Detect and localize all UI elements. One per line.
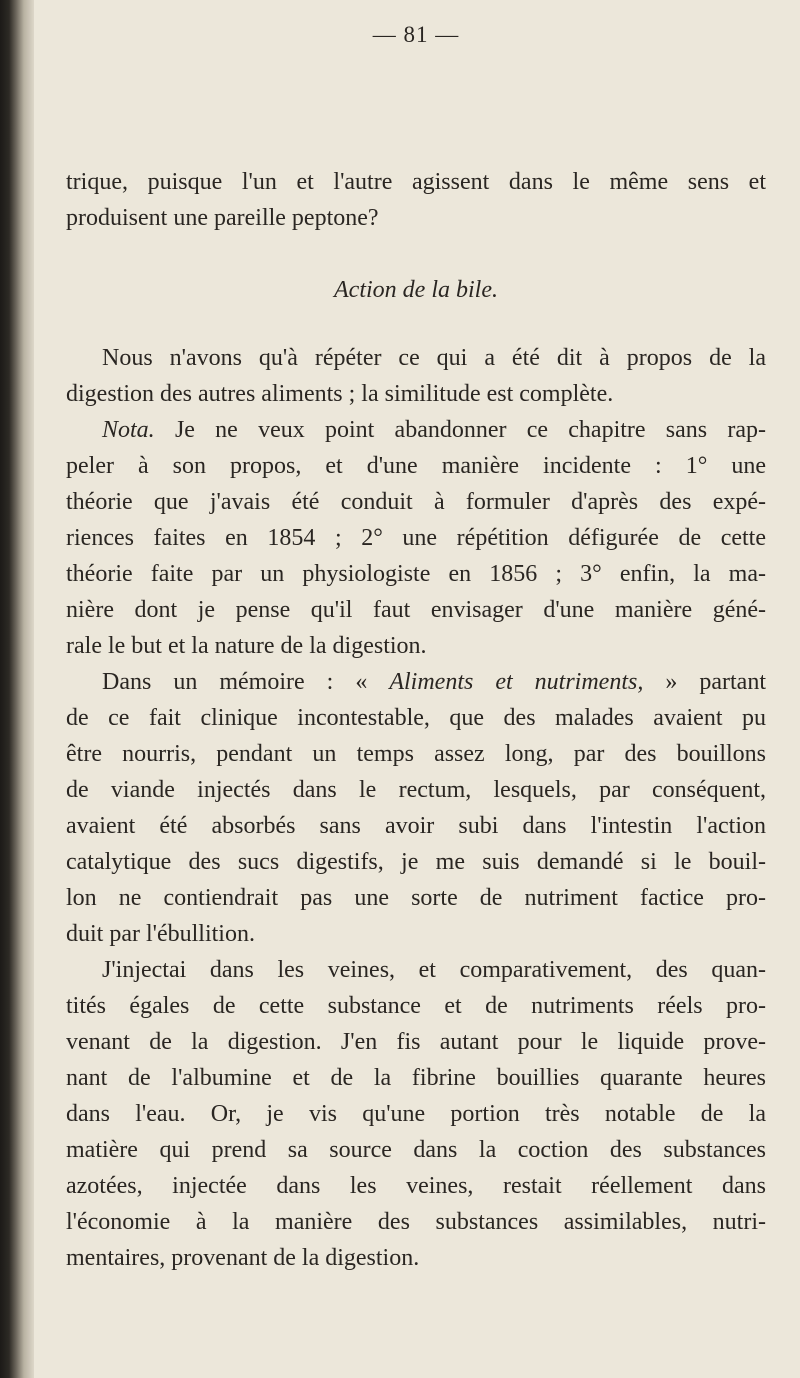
text-line: Nous n'avons qu'à répéter ce qui a été dit à propos de la [102, 345, 766, 371]
text-fragment: » partant [665, 669, 767, 695]
text-line: nière dont je pense qu'il faut envisager d'une manière géné- [66, 597, 766, 623]
memoire-title: Aliments et nutriments, [389, 669, 644, 695]
text-line: l'économie à la manière des substances assimilables, nutri- [66, 1209, 766, 1235]
text-line: matière qui prend sa source dans la coction des substances [66, 1137, 766, 1163]
text-line: digestion des autres aliments ; la similitude est complète. [66, 381, 614, 407]
text-line: de ce fait clinique incontestable, que des malades avaient pu [66, 705, 766, 731]
text-line: théorie faite par un physiologiste en 1856 ; 3° enfin, la ma- [66, 561, 766, 587]
text-line: nant de l'albumine et de la fibrine bouillies quarante heures [66, 1065, 766, 1091]
text-line: venant de la digestion. J'en fis autant pour le liquide prove- [66, 1029, 766, 1055]
text-line: produisent une pareille peptone? [66, 205, 379, 231]
memoire-paragraph-line [66, 664, 766, 700]
book-page [66, 0, 766, 1378]
text-line: catalytique des sucs digestifs, je me suis demandé si le bouil- [66, 849, 766, 875]
text-fragment: Dans un mémoire : « [102, 669, 368, 695]
page-number: — 81 — [372, 22, 460, 47]
text-line: de viande injectés dans le rectum, lesquels, par conséquent, [66, 777, 766, 803]
text-line: riences faites en 1854 ; 2° une répétition défigurée de cette [66, 525, 766, 551]
text-line: peler à son propos, et d'une manière incidente : 1° une [66, 453, 766, 479]
nota-text: Je ne veux point abandonner ce chapitre sans rap- [174, 417, 767, 443]
text-line: être nourris, pendant un temps assez long, par des bouillons [66, 741, 766, 767]
text-line: avaient été absorbés sans avoir subi dans l'intestin l'action [66, 813, 766, 839]
text-line: tités égales de cette substance et de nutriments réels pro- [66, 993, 766, 1019]
book-binding-edge [0, 0, 34, 1378]
text-line: trique, puisque l'un et l'autre agissent dans le même sens et [66, 169, 766, 195]
text-line: dans l'eau. Or, je vis qu'une portion très notable de la [66, 1101, 766, 1127]
text-line: J'injectai dans les veines, et comparativement, des quan- [102, 957, 766, 983]
text-line: rale le but et la nature de la digestion. [66, 633, 427, 659]
text-line: lon ne contiendrait pas une sorte de nutriment factice pro- [66, 885, 766, 911]
nota-paragraph-line [66, 412, 766, 448]
text-line: azotées, injectée dans les veines, restait réellement dans [66, 1173, 766, 1199]
text-line: mentaires, provenant de la digestion. [66, 1245, 420, 1271]
text-line: duit par l'ébullition. [66, 921, 255, 947]
text-line: théorie que j'avais été conduit à formuler d'après des expé- [66, 489, 766, 515]
nota-label: Nota. [102, 417, 155, 443]
section-heading: Action de la bile. [334, 277, 498, 303]
